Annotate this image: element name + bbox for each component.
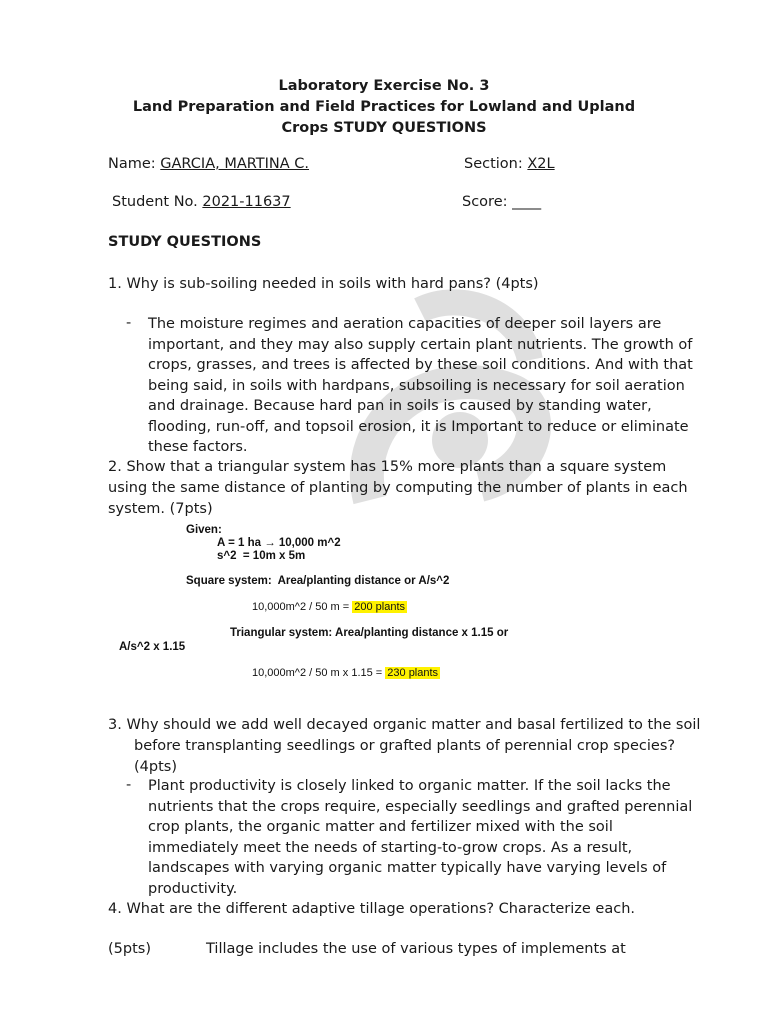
score-field (462, 194, 541, 210)
answer-4-start: Tillage includes the use of various types of implements at (206, 941, 626, 957)
section-field (464, 156, 555, 172)
given-area: A = 1 ha → 10,000 m^2 (217, 537, 341, 549)
square-result: 200 plants (354, 601, 406, 613)
answer-1-bullet: - (126, 315, 132, 331)
question-3 (108, 715, 708, 778)
lab-title-line3: Crops STUDY QUESTIONS (281, 120, 487, 136)
given-spacing: s^2 = 10m x 5m (217, 550, 306, 562)
question-4-points: (5pts) (108, 941, 151, 957)
question-3-line1: 3. Why should we add well decayed organic matter and basal fertilized to the soil (108, 717, 701, 733)
score-label: Score: (462, 194, 513, 210)
name-field (108, 156, 309, 172)
student-no-value: 2021-11637 (202, 194, 291, 210)
answer-3-bullet: - (126, 777, 132, 793)
triangular-result: 230 plants (387, 667, 439, 679)
document-header (0, 76, 768, 139)
square-calc (252, 601, 407, 613)
triangular-calc (252, 667, 440, 679)
lab-exercise-title: Laboratory Exercise No. 3 (278, 78, 490, 94)
square-system-label: Square system: Area/planting distance or A/s^2 (186, 575, 450, 587)
question-2: 2. Show that a triangular system has 15% more plants than a square system using the same distance of planting by computing the number of plants in each system. (7pts) (108, 459, 688, 517)
question-1: 1. Why is sub-soiling needed in soils with hard pans? (4pts) (108, 276, 539, 292)
triangular-system-label: Triangular system: Area/planting distance x 1.15 or (230, 627, 509, 639)
given-label: Given: (186, 524, 222, 536)
name-label: Name: (108, 156, 161, 172)
score-value: ____ (512, 194, 542, 210)
section-value: X2L (527, 156, 555, 172)
section-label: Section: (464, 156, 528, 172)
triangular-formula: A/s^2 x 1.15 (119, 641, 186, 653)
question-3-line2: before transplanting seedlings or grafted plants of perennial crop species? (4pts) (134, 738, 676, 775)
student-no-field (112, 194, 291, 210)
student-no-label: Student No. (112, 194, 203, 210)
question-4: 4. What are the different adaptive tillage operations? Characterize each. (108, 901, 636, 917)
square-calc-expr: 10,000m^2 / 50 m = (252, 601, 353, 613)
name-value: GARCIA, MARTINA C. (160, 156, 310, 172)
answer-1: The moisture regimes and aeration capacities of deeper soil layers are important, and they may also supply certain plant nutrients. The growth of crops, grasses, and trees is affected by these soil conditions. And with that being said, in soils with hardpans, subsoiling is necessary for soil aeration and drainage. Because hard pan in soils is caused by standing water, flooding, run-off, and topsoil erosion, it is Important to reduce or eliminate these factors. (148, 316, 693, 455)
answer-3: Plant productivity is closely linked to organic matter. If the soil lacks the nutrients that the crops require, especially seedlings and grafted perennial crop plants, the organic matter and fertilizer mixed with the soil immediately meet the needs of starting-to-grow crops. As a result, landscapes with varying organic matter typically have varying levels of productivity. (148, 778, 693, 897)
lab-title-line2: Land Preparation and Field Practices for Lowland and Upland (132, 99, 636, 115)
study-questions-heading: STUDY QUESTIONS (108, 234, 262, 250)
triangular-calc-expr: 10,000m^2 / 50 m x 1.15 = (252, 667, 386, 679)
